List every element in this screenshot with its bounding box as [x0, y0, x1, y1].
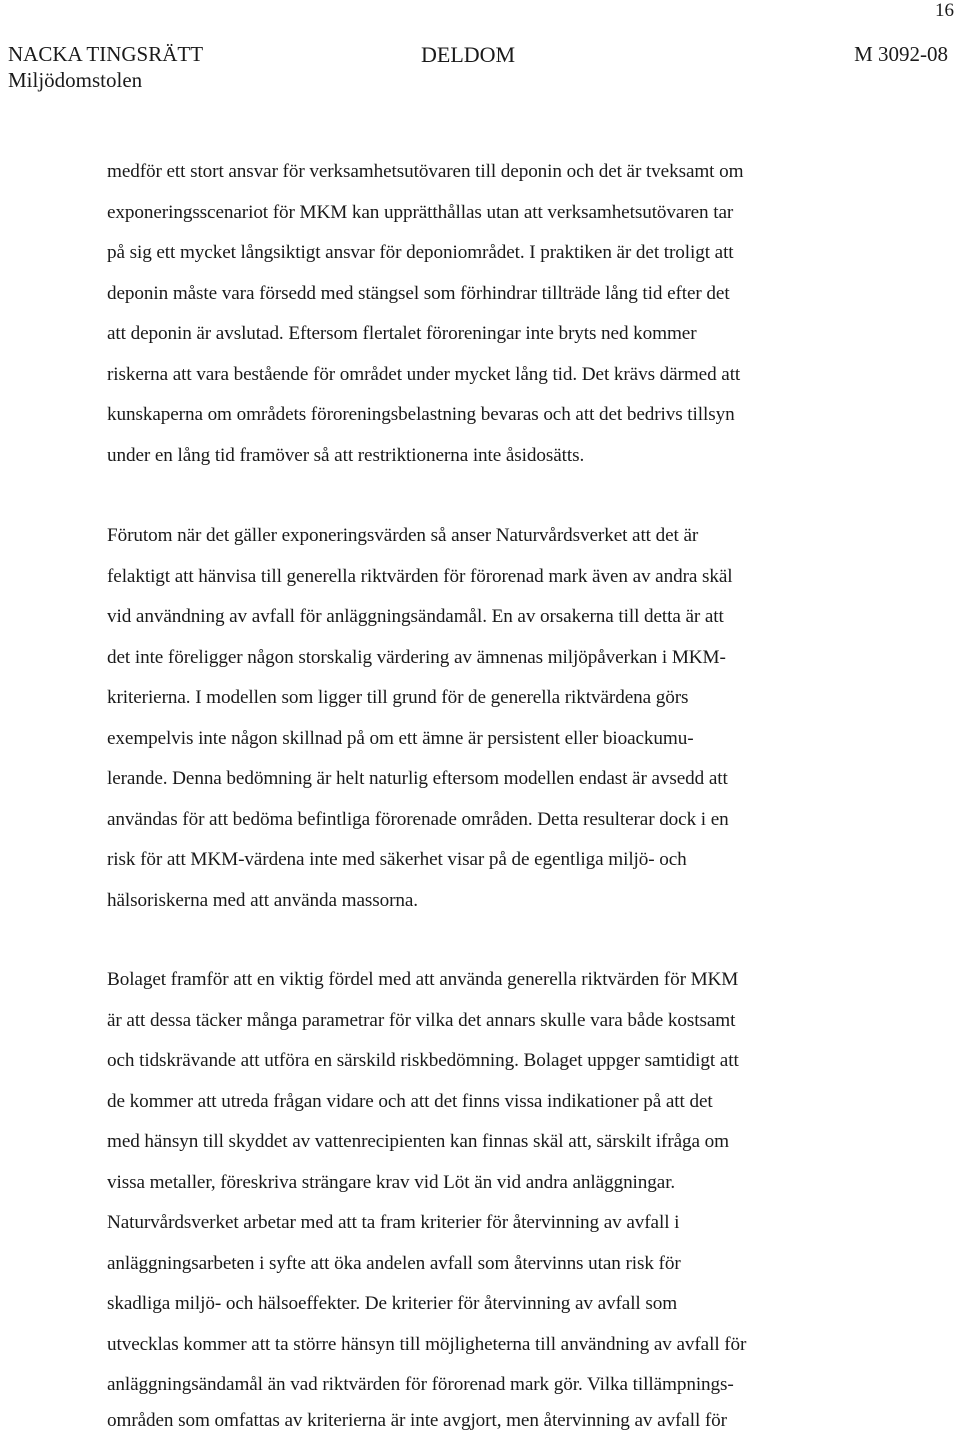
text-line: vid användning av avfall för anläggningsändamål. En av orsakerna till detta är att — [107, 606, 724, 627]
text-line: vissa metaller, föreskriva strängare krav vid Löt än vid andra anläggningar. — [107, 1172, 676, 1193]
text-line: är att dessa täcker många parametrar för vilka det annars skulle vara både kostsamt — [107, 1010, 736, 1031]
text-line: Förutom när det gäller exponeringsvärden så anser Naturvårdsverket att det är — [107, 525, 699, 546]
text-line: användas för att bedöma befintliga förorenade områden. Detta resulterar dock i en — [107, 809, 729, 830]
text-line: exponeringsscenariot för MKM kan upprätthållas utan att verksamhetsutövaren tar — [107, 202, 734, 223]
text-line: riskerna att vara bestående för området under mycket lång tid. Det krävs därmed att — [107, 364, 741, 385]
text-line: under en lång tid framöver så att restriktionerna inte åsidosätts. — [107, 445, 585, 466]
text-line: risk för att MKM-värdena inte med säkerhet visar på de egentliga miljö- och — [107, 849, 687, 870]
text-line: deponin måste vara försedd med stängsel som förhindrar tillträde lång tid efter det — [107, 283, 730, 304]
text-line: exempelvis inte någon skillnad på om ett ämne är persistent eller bioackumu- — [107, 728, 694, 749]
text-line: anläggningsarbeten i syfte att öka andelen avfall som återvinns utan risk för — [107, 1253, 681, 1274]
text-line: på sig ett mycket långsiktigt ansvar för deponiområdet. I praktiken är det troligt att — [107, 242, 734, 263]
text-line: felaktigt att hänvisa till generella riktvärden för förorenad mark även av andra skäl — [107, 566, 733, 587]
text-line: Naturvårdsverket arbetar med att ta fram kriterier för återvinning av avfall i — [107, 1212, 680, 1233]
page-number: 16 — [935, 0, 954, 21]
case-number: M 3092-08 — [854, 42, 948, 66]
text-line: Bolaget framför att en viktig fördel med att använda generella riktvärden för MKM — [107, 969, 739, 990]
text-line: utvecklas kommer att ta större hänsyn till möjligheterna till användning av avfall för — [107, 1334, 747, 1355]
document-type: DELDOM — [421, 42, 516, 67]
text-line: kunskaperna om områdets föroreningsbelastning bevaras och att det bedrivs tillsyn — [107, 404, 735, 425]
text-line: det inte föreligger någon storskalig värdering av ämnenas miljöpåverkan i MKM- — [107, 647, 726, 668]
text-line: att deponin är avslutad. Eftersom flertalet föroreningar inte bryts ned kommer — [107, 323, 697, 344]
text-line: anläggningsändamål än vad riktvärden för förorenad mark gör. Vilka tillämpnings- — [107, 1374, 734, 1395]
text-line: med hänsyn till skyddet av vattenrecipienten kan finnas skäl att, särskilt ifråga om — [107, 1131, 729, 1152]
text-line: lerande. Denna bedömning är helt naturlig eftersom modellen endast är avsedd att — [107, 768, 728, 789]
text-line: medför ett stort ansvar för verksamhetsutövaren till deponin och det är tveksamt om — [107, 161, 744, 182]
text-line: kriterierna. I modellen som ligger till grund för de generella riktvärdena görs — [107, 687, 689, 708]
court-name: NACKA TINGSRÄTT — [8, 42, 204, 66]
text-line: hälsoriskerna med att använda massorna. — [107, 890, 418, 911]
text-line: områden som omfattas av kriterierna är inte avgjort, men återvinning av avfall för — [107, 1410, 727, 1431]
text-line: de kommer att utreda frågan vidare och att det finns vissa indikationer på att det — [107, 1091, 713, 1112]
text-line: skadliga miljö- och hälsoeffekter. De kriterier för återvinning av avfall som — [107, 1293, 678, 1314]
text-line: och tidskrävande att utföra en särskild riskbedömning. Bolaget uppger samtidigt att — [107, 1050, 739, 1071]
court-division: Miljödomstolen — [8, 68, 143, 92]
